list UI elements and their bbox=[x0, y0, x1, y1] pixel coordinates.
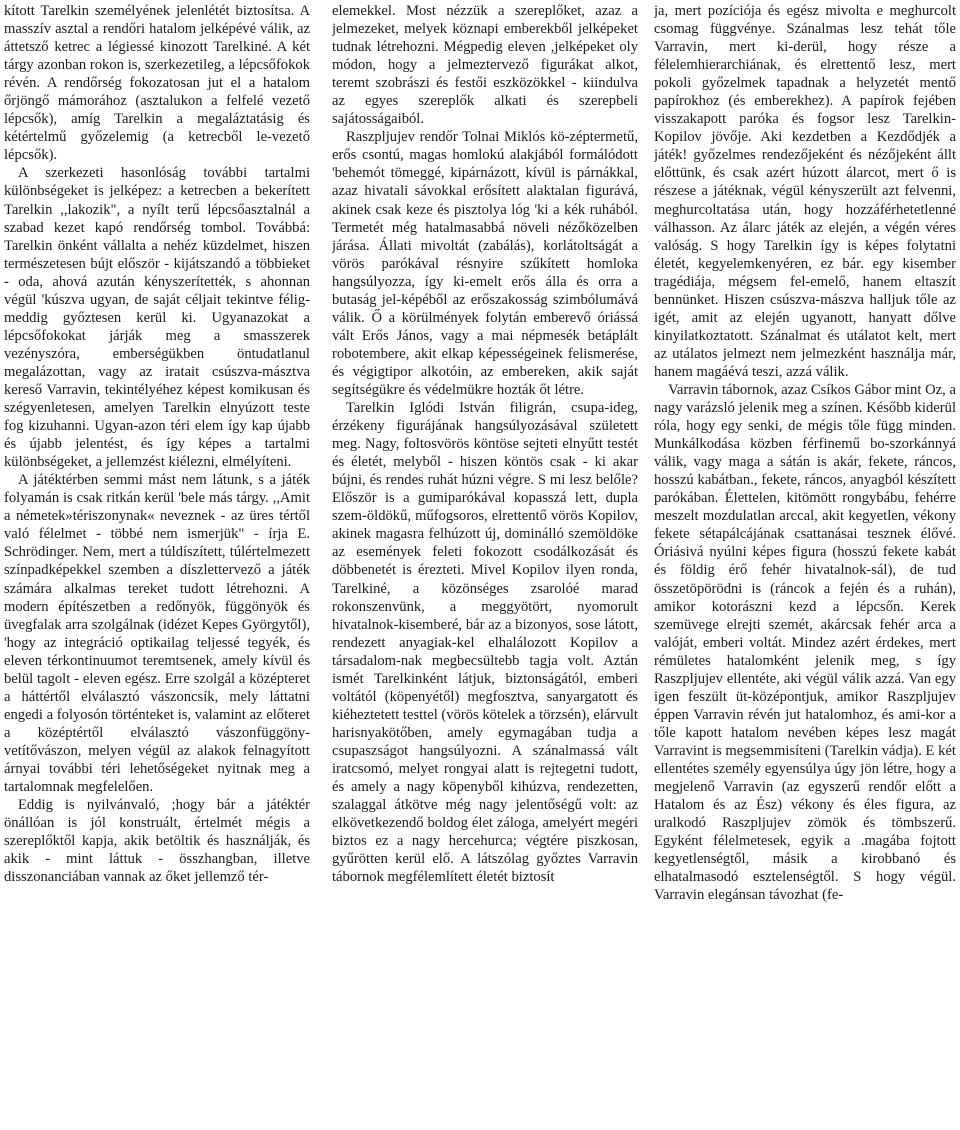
paragraph: Varravin tábornok, azaz Csíkos Gábor mint Oz, a nagy varázsló jelenik meg a színen. Később kiderül róla, hogy egy senki, de mégis tőle függ minden. Munkálkodása közben férfinemű bo-szorkánnyá válik, vagy maga a sátán is akár, fekete, ráncos, hosszú kabátban., fekete, ráncos, anyagból készített parókában. Élettelen, kitömött rongybábu, fehérre meszelt mozdulatlan arccal, akit kegyetlen, vékony fekete sétapálcájának csattanásai tesznek élővé. Óriásivá nyúlni képes figura (hosszú fekete kabát és földig érő fehér hivatalnok-sál), de tud összetöpörödni is (ráncok a fején és a ruhán), amikor kotorászni kezd a lépcsőn. Kerek szemüvege elrejti szemét, akárcsak fehér arca a valóját, emberi voltát. Mindez azért érdekes, mert rémületes hatalomként jelenik meg, s így Raszpljujev ellentéte, aki végül válik azzá. Van egy igen feszült üt-középontjuk, amikor Raszpljujev éppen Varravin révén jut hatalomhoz, és ami-kor a tőle kapott hatalom nevében képes lesz magát Varravint is megsemmisíteni (Tarelkin vádja). E két ellentétes személy egyensúlya úgy jön létre, hogy a megjelenő Varravin (az egyszerű rendőr előtt a Hatalom és az Ész) vékony és éles figura, az uralkodó Raszpljujev zömök és tömbszerű. Egyként félelmetesek, egyik a .magába fojtott kegyetlenségtől, másik a kirobbanó és elhatalmasodó esztelenségtől. S hogy végül. Varravin elegánsan távozhat (fe- bbox=[654, 381, 956, 904]
paragraph: ja, mert pozíciója és egész mivolta e meghurcolt csomag függvénye. Szánalmas lesz tehát tőle Varravin, mert ki-derül, hogy része a félelemhierarchiának, és elrettentő lesz, mert pokoli győzelmek tapadnak a helyzetét mentő papírokhoz (és emberekhez). A papírok fejében visszakapott paróka és fogsor lesz Tarelkin-Kopilov jövője. Aki kezdetben a Kezdődjék a játék! győzelmes rendezőjeként és nézőjeként állt előttünk, és csak azért húzott álarcot, mert ő is részese a játéknak, végül kényszerült azt felvenni, meghurcoltatása után, hogy hozzáférhetetlenné válhasson. Az álarc játék az elején, a végén véres valóság. S hogy Tarelkin így is képes folytatni életét, kegyelemkenyéren, ez bár. egy kisember tragédiája, mégsem fel-emelő, hanem eltaszít bennünket. Hiszen csúszva-mászva halljuk tőle az igét, amit az elején ugyanott, hanyatt dőlve kinyilatkoztatott. Szánalmat és utálatot kelt, mert az utálatos jelmezt nem jelmezként használja már, hanem magáévá teszi, azzá válik. bbox=[654, 3, 956, 380]
paragraph: A játéktérben semmi mást nem látunk, s a játék folyamán is csak ritkán kerül 'bele más tárgy. ,,Amit a németek»tériszonynak« neveznek - az üres tértől való félelmet - többé nem ismerjük" - írja E. Schrödinger. Nem, mert a túldíszített, túlértelmezett színpadképekkel szemben a díszlettervező a játék számára alkalmas tereket tudott létrehozni. A modern építészetben a redőnyök, függönyök és üvegfalak arra szolgálnak (idézet Kepes Györgytől), 'hogy az integráció optikailag teljessé tegyék, és eleven térkontinuumot teremtsenek, amely kívül és belül tagolt - eleven egész. Erre szolgál a középteret a háttértől elválasztó vászoncsík, mely láttatni engedi a folyosón történteket is, valamint az előteret a középtértől elválasztó vászonfüggöny-vetítővászon, melyen végül az alakok felnagyított árnyai további téri lehetőségeket nyitnak meg a tartalomnak megfelelően. bbox=[4, 472, 310, 796]
text-column-1 bbox=[4, 2, 310, 1130]
paragraph: Raszpljujev rendőr Tolnai Miklós kö-zéptermetű, erős csontú, magas homlokú alakjából formálódott 'behemót tömeggé, kipárnázott, kívül is párnákkal, azaz hivatali sávokkal erősített alaktalan figurává, akinek csak keze és pisztolya lóg 'ki a kék ruhából. Termetét még hatalmasabbá növeli nézőközelben járása. Állati mivoltát (zabálás), korlátoltságát a vörös parókával résnyire szűkített homloka hangsúlyozza, így ki-emelt erős álla és orra a butaság jel-képéből az erőszakosság szimbólumává válik. Ő a körülmények folytán emberevő óriássá vált Erős János, vagy a mai népmesék betáplált robotembere, akit elkap képességeinek felismerése, és végigtipor alkotóin, az embereken, akik saját segítségükre és védelmükre hozták őt létre. bbox=[332, 129, 638, 398]
paragraph: Tarelkin Iglódi István filigrán, csupa-ideg, érzékeny figurájának hangsúlyozásával született meg. Nagy, foltosvörös köntöse sejteti elnyűtt testét és életét, melyből - hiszen köntös csak - ki akar bújni, és rendes ruhát húzni végre. S mi lesz belőle? Először is a gumiparókával kopasszá lett, dupla szem-öldökű, műfogsoros, elrettentő vörös Kopilov, akinek magasra felhúzott új, dominálló szemöldöke az események feleti fokozott csodálkozását és döbbenetét is érezteti. Mivel Kopilov ilyen ronda, Tarelkiné, a közönséges zsarolóé marad rokonszenvünk, a meggyötört, nyomorult hivatalnok-kisemberé, bár az a bizonyos, sose látott, rendezett anyagiak-kel elhalálozott Kopilov a társadalom-nak megbecsültebb tagja volt. Aztán ismét Tarelkinként látjuk, biztonságától, emberi voltától (köpenyétől) megfosztva, sanyargatott és kiéheztetett testtel (vörös kötelek a törzsén), elárvult harisnyakötőben, amely egymagában tudja a csupaszságot hangsúlyozni. A szánalmassá vált iratcsomó, melyet rongyai alatt is rejtegetni tudott, és amely a nagy köpenyből kihúzva, rendezetten, szalaggal átkötve még nagy jelentőségű volt: az elkövetkezendő boldog élet zálogа, amelyért megéri biztos ez a nagy hercehurca; végtére piszkosan, gyűrötten kerül elő. A látszólag győztes Varravin tábornok megfélemlített életét biztosít bbox=[332, 400, 638, 886]
paragraph: elemekkel. Most nézzük a szereplőket, azaz a jelmezeket, melyek köznapi emberekből jelképeket tudnak létrehozni. Mégpedig eleven ,jelképeket oly módon, hogy a jelmeztervező figurákat alkot, teremt szobrászi és festői eszközökkel - kiindulva az egyes szereplők alkati és szerepbeli sajátosságaiból. bbox=[332, 3, 638, 128]
paragraph: Eddig is nyilvánvaló, ;hogy bár a játéktér önállóan is jól konstruált, értelmét mégis a szereplőktől kapja, akik betöltik és használják, és akik - mint láttuk - összhangban, illetve disszonanciában vannak az őket jellemző tér- bbox=[4, 797, 310, 886]
text-column-3 bbox=[654, 2, 956, 1130]
text-column-2 bbox=[332, 2, 638, 1130]
paragraph: A szerkezeti hasonlóság további tartalmi különbségeket is jelképez: a ketrecben a bekerített Tarelkin ,,lakozik", a nyílt terű lépcsőasztalnál a szabad kezet kapó rendőrség tombol. Továbbá: Tarelkin önként vállalta a nehéz küzdelmet, hiszen természetesen bújt először - kijátszandó a többieket - oda, ahová azután kényszerítették, s ahonnan végül 'kúszva ugyan, de saját céljait tekintve félig-meddig győztesen kerül ki. Ugyanazokat a lépcsőfokokat járják meg a smasszerek vezényszóra, emberségükben öntudatlanul megalázottan, vagy az iratait csúszva-másztva kereső Varravin, tekintélyéhez képest komikusan és szégyenletesen, amelyen Tarelkin elnyúzott teste fog kizuhanni. Ugyan-azon téri elem így kap újabb és újabb jelentést, és így képes a tartalmi különbségeket, a jellemzést kiélezni, elmélyíteni. bbox=[4, 165, 310, 471]
paragraph: kított Tarelkin személyének jelenlétét biztosítsa. A masszív asztal a rendőri hatalom jelképévé válik, az áttetsző ketrec a légiessé kinozott Tarelkiné. A két tárgy azonban rokon is, szerkezetileg, a lépcsőfokok révén. A rendőrség fokozatosan jut el a hatalom őrjöngő mámorához (asztalukon a felfelé vezető lépcsők), amíg Tarelkin a megaláztatásig és kétértelmű győzelemig (a ketrecből le-vezető lépcsők). bbox=[4, 3, 310, 164]
